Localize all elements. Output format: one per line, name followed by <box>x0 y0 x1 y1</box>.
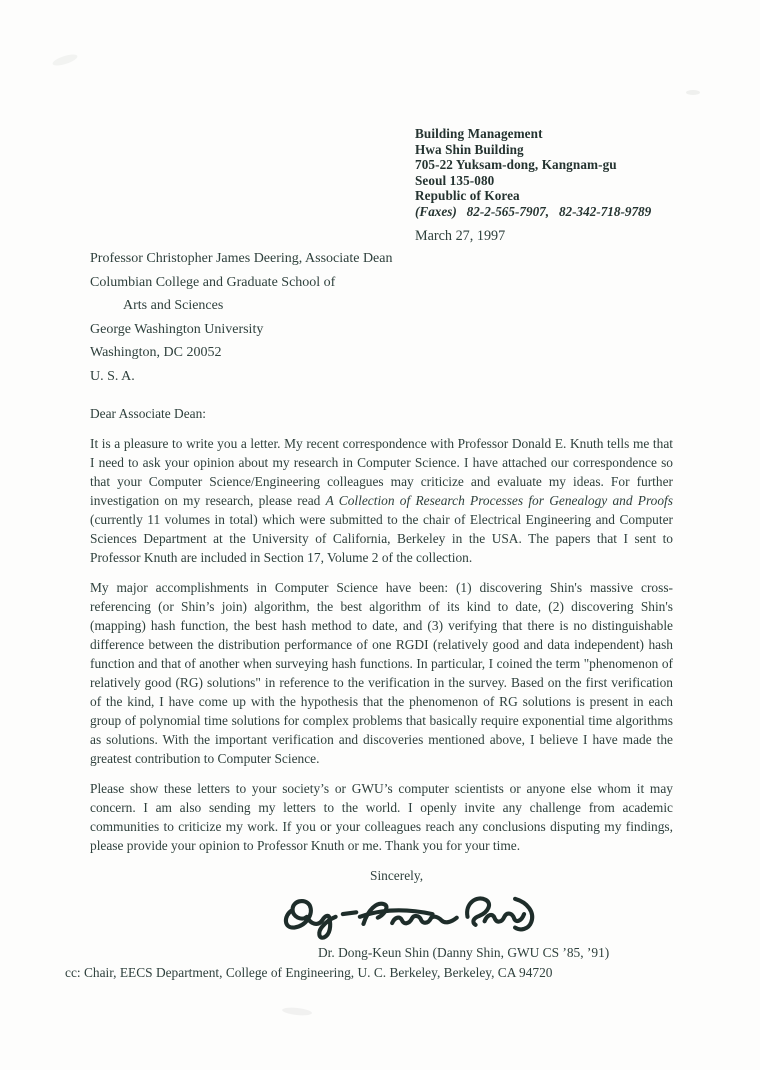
signature-name-line: Dr. Dong-Keun Shin (Danny Shin, GWU CS ’85, ’91) <box>318 945 610 960</box>
sender-line: Republic of Korea <box>415 188 520 204</box>
scan-smudge-artifact <box>686 90 700 95</box>
recipient-line: Columbian College and Graduate School of <box>90 274 336 290</box>
sender-line: Seoul 135-080 <box>415 172 495 188</box>
scan-smudge-artifact <box>51 52 78 68</box>
sender-line: Hwa Shin Building <box>415 141 524 157</box>
recipient-line: Washington, DC 20052 <box>90 345 222 360</box>
handwritten-signature-icon <box>280 887 673 943</box>
scan-smudge-artifact <box>282 1006 313 1016</box>
recipient-line: U. S. A. <box>90 368 135 384</box>
recipient-line: Professor Christopher James Deering, Associate Dean <box>90 251 393 266</box>
recipient-line: Arts and Sciences <box>123 298 224 313</box>
recipient-line: George Washington University <box>90 321 264 337</box>
salutation: Dear Associate Dean: <box>90 406 207 421</box>
paragraph-research-intro: It is a pleasure to write you a letter. My recent correspondence with Professor Donald E. Knuth tells me that I need to ask your opinion about my research in Computer Science. I have attached our correspondence so that your Computer Science/Engineering colleagues may criticize and evaluate my ideas. For further investigation on my research, please read A Collection of Research Processes for Genealogy and Proofs (currently 11 volumes in total) which were submitted to the chair of Electrical Engineering and Computer Sciences Department at the University of California, Berkeley in the USA. The papers that I sent to Professor Knuth are included in Section 17, Volume 2 of the collection. <box>90 436 673 565</box>
cc-line: cc: Chair, EECS Department, College of Engineering, U. C. Berkeley, Berkeley, CA 94720 <box>65 965 553 980</box>
paragraph-accomplishments: My major accomplishments in Computer Science have been: (1) discovering Shin's massive cross-referencing (or Shin’s join) algorithm, the best algorithm of its kind to date, (2) discovering Shin's (mapping) hash function, the best hash method to date, and (3) verifying that there is no distinguishable difference between the distribution performance of one RGDI (relatively good and data independent) hash function and that of another when surveying hash functions. In particular, I coined the term "phenomenon of relatively good (RG) solutions" in reference to the verification in the survey. Based on the first verification of the kind, I have come up with the hypothesis that the phenomenon of RG solutions is present in each group of polynomial time solutions for complex problems that basically require exponential time algorithms as solutions. With the important verification and discoveries mentioned above, I believe I have made the greatest contribution to Computer Science. <box>90 580 673 766</box>
letter-body <box>65 404 673 982</box>
closing-sincerely: Sincerely, <box>370 868 424 883</box>
date-line: March 27, 1997 <box>415 227 506 244</box>
sender-address-block <box>415 126 735 245</box>
paragraph-request: Please show these letters to your society’s or GWU’s computer scientists or anyone else whom it may concern. I am also sending my letters to the world. I openly invite any challenge from academic communities to criticize my work. If you or your colleagues reach any conclusions disputing my findings, please provide your opinion to Professor Knuth or me. Thank you for your time. <box>90 781 673 853</box>
sender-line: 705-22 Yuksam-dong, Kangnam-gu <box>415 157 617 173</box>
sender-line: Building Management <box>415 126 543 141</box>
recipient-address-block <box>90 247 510 388</box>
sender-fax-line: (Faxes) 82-2-565-7907, 82-342-718-9789 <box>415 203 652 219</box>
